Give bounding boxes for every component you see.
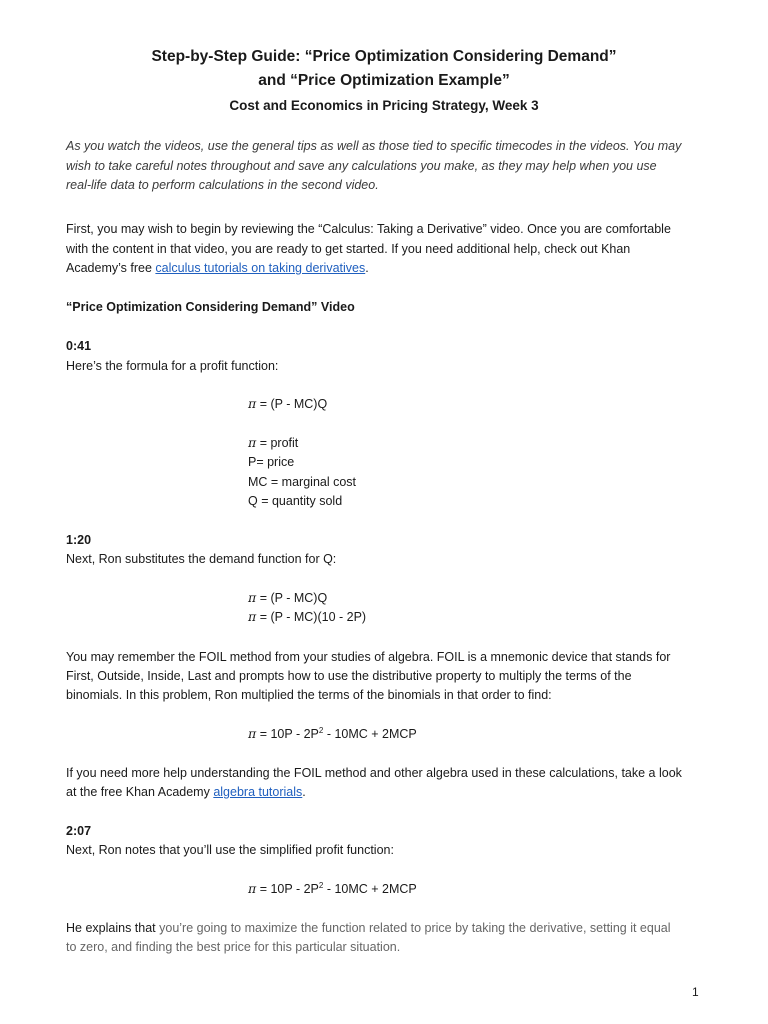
help-line-2 (66, 784, 306, 800)
foil-line-2: First, Outside, Inside, Last and prompts how to use the distributive property to multiply the terms of the (66, 669, 632, 683)
definition-profit-text: = profit (256, 436, 299, 450)
calculus-tutorials-link[interactable]: calculus tutorials on taking derivatives (155, 261, 366, 275)
intro-line-3: real-life data to perform calculations in the second video. (66, 178, 379, 192)
pi-symbol: π (248, 726, 257, 741)
first-line-1: First, you may wish to begin by reviewing the “Calculus: Taking a Derivative” video. Once you are comfortable (66, 222, 671, 236)
first-line-3 (66, 260, 369, 276)
exponent: 2 (318, 725, 324, 735)
intro-line-1: As you watch the videos, use the general tips as well as those tied to specific timecodes in the videos. You may (66, 139, 682, 153)
foil-line-1: You may remember the FOIL method from your studies of algebra. FOIL is a mnemonic device that stands for (66, 650, 671, 664)
first-line-2: with the content in that video, you are ready to get started. If you need additional help, check out Khan (66, 242, 631, 256)
title-line-1: Step-by-Step Guide: “Price Optimization Considering Demand” (151, 48, 617, 65)
explain-line-1-rest: you’re going to maximize the function related to price by taking the derivative, setting it equal (155, 921, 671, 935)
substitution-equation-1-text: = (P - MC)Q (256, 591, 328, 605)
profit-equation (248, 396, 327, 412)
first-line-3-text: Academy’s free (66, 261, 156, 275)
definition-marginal-cost: MC = marginal cost (248, 475, 357, 489)
substitution-equation-2 (248, 609, 366, 625)
algebra-tutorials-link[interactable]: algebra tutorials (213, 785, 303, 799)
timecode-207: 2:07 (66, 824, 92, 838)
simplified-equation-part-2: - 10MC + 2MCP (323, 882, 417, 896)
definition-profit (248, 435, 298, 451)
video-heading: “Price Optimization Considering Demand” Video (66, 300, 355, 314)
timecode-120: 1:20 (66, 533, 92, 547)
foil-equation-part-1: = 10P - 2P (256, 727, 319, 741)
definition-price: P= price (248, 455, 295, 469)
profit-formula-intro: Here’s the formula for a profit function: (66, 359, 279, 373)
definition-quantity: Q = quantity sold (248, 494, 343, 508)
pi-symbol: π (248, 881, 257, 896)
foil-equation-part-2: - 10MC + 2MCP (323, 727, 417, 741)
exponent: 2 (318, 880, 324, 890)
pi-symbol: π (248, 435, 257, 450)
profit-equation-text: = (P - MC)Q (256, 397, 328, 411)
explain-bold-text: He explains that (66, 921, 156, 935)
simplified-equation (248, 881, 417, 897)
substitution-equation-1 (248, 590, 327, 606)
help-line-2-text: at the free Khan Academy (66, 785, 214, 799)
first-line-3-end: . (365, 261, 369, 275)
intro-line-2: wish to take careful notes throughout and save any calculations you make, as they may help when you use (66, 159, 657, 173)
simplified-intro: Next, Ron notes that you’ll use the simplified profit function: (66, 843, 394, 857)
pi-symbol: π (248, 590, 257, 605)
foil-result-equation (248, 726, 417, 742)
timecode-041: 0:41 (66, 339, 92, 353)
page-number: 1 (692, 985, 699, 999)
subtitle: Cost and Economics in Pricing Strategy, Week 3 (229, 98, 539, 113)
title-line-2: and “Price Optimization Example” (258, 72, 510, 89)
help-line-2-end: . (302, 785, 306, 799)
explain-line-1 (66, 920, 671, 936)
pi-symbol: π (248, 609, 257, 624)
substitution-equation-2-text: = (P - MC)(10 - 2P) (256, 610, 367, 624)
pi-symbol: π (248, 396, 257, 411)
foil-line-3: binomials. In this problem, Ron multiplied the terms of the binomials in that order to find: (66, 688, 552, 702)
explain-line-2: to zero, and finding the best price for this particular situation. (66, 940, 401, 954)
substitution-intro: Next, Ron substitutes the demand function for Q: (66, 552, 337, 566)
simplified-equation-part-1: = 10P - 2P (256, 882, 319, 896)
help-line-1: If you need more help understanding the FOIL method and other algebra used in these calculations, take a look (66, 766, 682, 780)
